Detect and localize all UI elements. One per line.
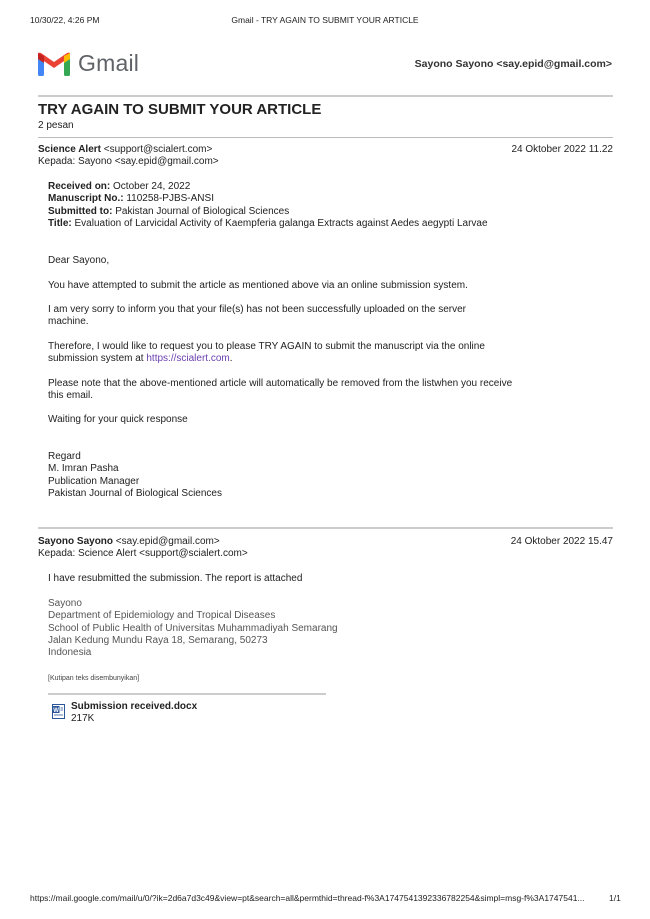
- scialert-link[interactable]: https://scialert.com: [146, 353, 230, 365]
- message1-paragraph: You have attempted to submit the article as mentioned above via an online submission system.: [48, 280, 468, 291]
- message1-sender-email: <support@scialert.com>: [103, 144, 213, 155]
- account-user: Sayono Sayono <say.epid@gmail.com>: [414, 58, 612, 70]
- thread-subject: TRY AGAIN TO SUBMIT YOUR ARTICLE: [38, 101, 322, 118]
- gmail-logo: [38, 50, 139, 77]
- message1-signature: [48, 451, 528, 500]
- word-document-icon: [52, 704, 65, 719]
- signature-line: School of Public Health of Universitas Muhammadiyah Semarang: [48, 622, 338, 634]
- attachment-size: 217K: [71, 713, 95, 724]
- attachment-divider: [48, 693, 326, 695]
- message1-greeting: Dear Sayono,: [48, 255, 110, 266]
- attachment-name[interactable]: Submission received.docx: [71, 701, 198, 712]
- message1-details: [48, 181, 528, 230]
- detail-label: Title:: [48, 217, 72, 229]
- signature-line: Pakistan Journal of Biological Sciences: [48, 487, 222, 499]
- message2-signature: [48, 598, 528, 659]
- detail-value: Evaluation of Larvicidal Activity of Kaempferia galanga Extracts against Aedes aegypti Larvae: [74, 217, 488, 229]
- detail-label: Submitted to:: [48, 205, 113, 217]
- paragraph-end: .: [229, 353, 233, 365]
- detail-manuscript: [48, 193, 528, 205]
- message2-body: I have resubmitted the submission. The report is attached: [48, 573, 303, 584]
- subject-divider: [38, 137, 613, 138]
- gmail-logo-text: Gmail: [78, 50, 140, 76]
- message1-recipient: Kepada: Sayono <say.epid@gmail.com>: [38, 156, 219, 167]
- message2-sender-email: <say.epid@gmail.com>: [115, 536, 220, 547]
- signature-line: Publication Manager: [48, 475, 140, 487]
- print-datetime: 10/30/22, 4:26 PM: [30, 15, 100, 25]
- detail-label: Manuscript No.:: [48, 193, 124, 205]
- signature-line: Regard: [48, 451, 81, 462]
- signature-line: Sayono: [48, 598, 82, 609]
- print-url: https://mail.google.com/mail/u/0/?ik=2d6a7d3c49&view=pt&search=all&permthid=thread-f%3A1747541392336782254&simpl=msg-f%3A1747541...: [30, 893, 585, 903]
- svg-text:W: W: [53, 708, 59, 714]
- message1-sender-name: Science Alert: [38, 144, 101, 155]
- message1-paragraph: Please note that the above-mentioned article will automatically be removed from the listwhen you receive this email.: [48, 378, 513, 402]
- print-title: Gmail - TRY AGAIN TO SUBMIT YOUR ARTICLE: [231, 15, 419, 25]
- message1-paragraph: [48, 341, 518, 366]
- detail-value: October 24, 2022: [113, 181, 191, 192]
- signature-line: Jalan Kedung Mundu Raya 18, Semarang, 50273: [48, 634, 268, 646]
- message2-recipient: Kepada: Science Alert <support@scialert.com>: [38, 548, 248, 559]
- print-page-number: 1/1: [609, 893, 621, 903]
- signature-line: M. Imran Pasha: [48, 463, 119, 475]
- paragraph-text: Therefore, I would like to request you to please TRY AGAIN to submit the manuscript via the online submission system at: [48, 341, 485, 365]
- signature-line: Department of Epidemiology and Tropical Diseases: [48, 610, 276, 622]
- message2-sender-name: Sayono Sayono: [38, 536, 114, 547]
- message1-sender: [38, 144, 212, 155]
- gmail-m-icon: [38, 52, 70, 76]
- message1-paragraph: I am very sorry to inform you that your file(s) has not been successfully uploaded on the server machine.: [48, 304, 466, 328]
- detail-value: Pakistan Journal of Biological Sciences: [115, 205, 290, 217]
- message1-paragraph: Waiting for your quick response: [48, 414, 188, 425]
- message2-sender: [38, 536, 220, 547]
- quoted-text-hidden[interactable]: [Kutipan teks disembunyikan]: [48, 675, 140, 682]
- header-divider: [38, 95, 613, 97]
- message2-date: 24 Oktober 2022 15.47: [510, 536, 613, 547]
- message-count: 2 pesan: [38, 120, 74, 131]
- detail-received: [48, 181, 528, 193]
- detail-title: [48, 218, 518, 230]
- message1-date: 24 Oktober 2022 11.22: [511, 144, 613, 155]
- signature-line: Indonesia: [48, 647, 92, 659]
- detail-submitted: [48, 206, 528, 218]
- detail-label: Received on:: [48, 181, 111, 192]
- detail-value: 110258-PJBS-ANSI: [126, 193, 214, 205]
- message-divider: [38, 527, 613, 529]
